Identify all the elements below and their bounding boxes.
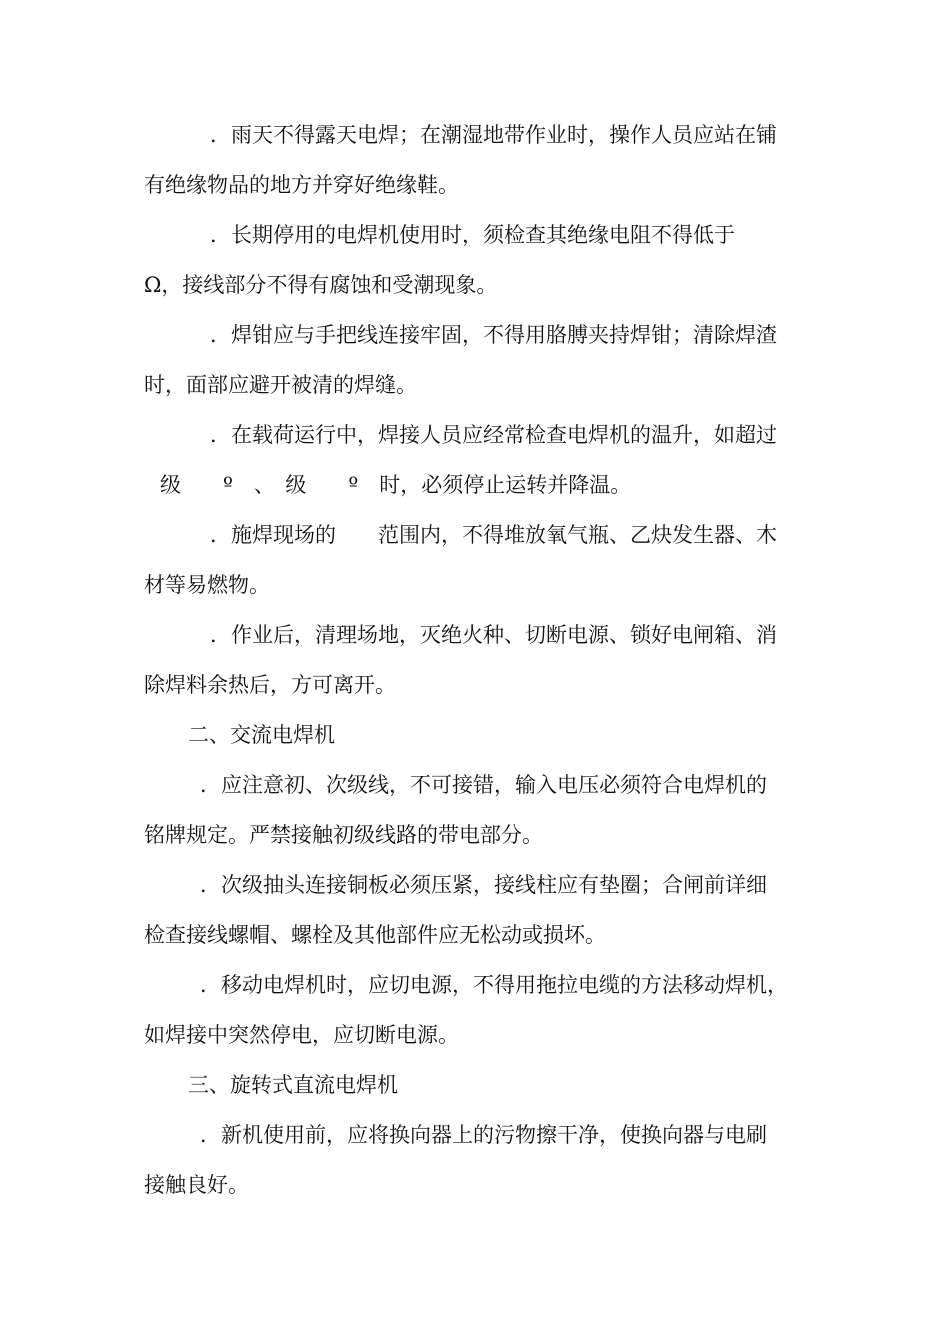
- text-line: 接触良好。: [144, 1173, 249, 1197]
- text-line: ．作业后，清理场地，灭绝火种、切断电源、锁好电闸箱、消: [210, 623, 777, 647]
- text-line: 检查接线螺帽、螺栓及其他部件应无松动或损坏。: [144, 923, 606, 947]
- text-line: ．次级抽头连接铜板必须压紧，接线柱应有垫圈；合闸前详细: [200, 873, 767, 897]
- text-line: ．施焊现场的 范围内，不得堆放氧气瓶、乙炔发生器、木: [210, 523, 777, 547]
- text-line: ．雨天不得露天电焊；在潮湿地带作业时，操作人员应站在铺: [210, 123, 777, 147]
- text-line: ．移动电焊机时，应切电源，不得用拖拉电缆的方法移动焊机，: [200, 973, 788, 997]
- text-line: ．在载荷运行中，焊接人员应经常检查电焊机的温升，如超过: [210, 423, 777, 447]
- text-line: 铭牌规定。严禁接触初级线路的带电部分。: [144, 823, 543, 847]
- text-line: 有绝缘物品的地方并穿好绝缘鞋。: [144, 173, 459, 197]
- text-line: ．焊钳应与手把线连接牢固，不得用胳膊夹持焊钳；清除焊渣: [210, 323, 777, 347]
- text-line: 级 º 、 级 º 时，必须停止运转并降温。: [160, 473, 632, 497]
- section-heading: 三、旋转式直流电焊机: [188, 1073, 398, 1097]
- text-line: 如焊接中突然停电，应切断电源。: [144, 1023, 459, 1047]
- text-line: Ω，接线部分不得有腐蚀和受潮现象。: [144, 273, 498, 297]
- text-line: ．应注意初、次级线，不可接错，输入电压必须符合电焊机的: [200, 773, 767, 797]
- text-line: 材等易燃物。: [144, 573, 270, 597]
- text-line: ．长期停用的电焊机使用时，须检查其绝缘电阻不得低于: [210, 223, 735, 247]
- text-line: 时，面部应避开被清的焊缝。: [144, 373, 417, 397]
- section-heading: 二、交流电焊机: [188, 723, 335, 747]
- text-line: ．新机使用前，应将换向器上的污物擦干净，使换向器与电刷: [200, 1123, 767, 1147]
- text-line: 除焊料余热后，方可离开。: [144, 673, 396, 697]
